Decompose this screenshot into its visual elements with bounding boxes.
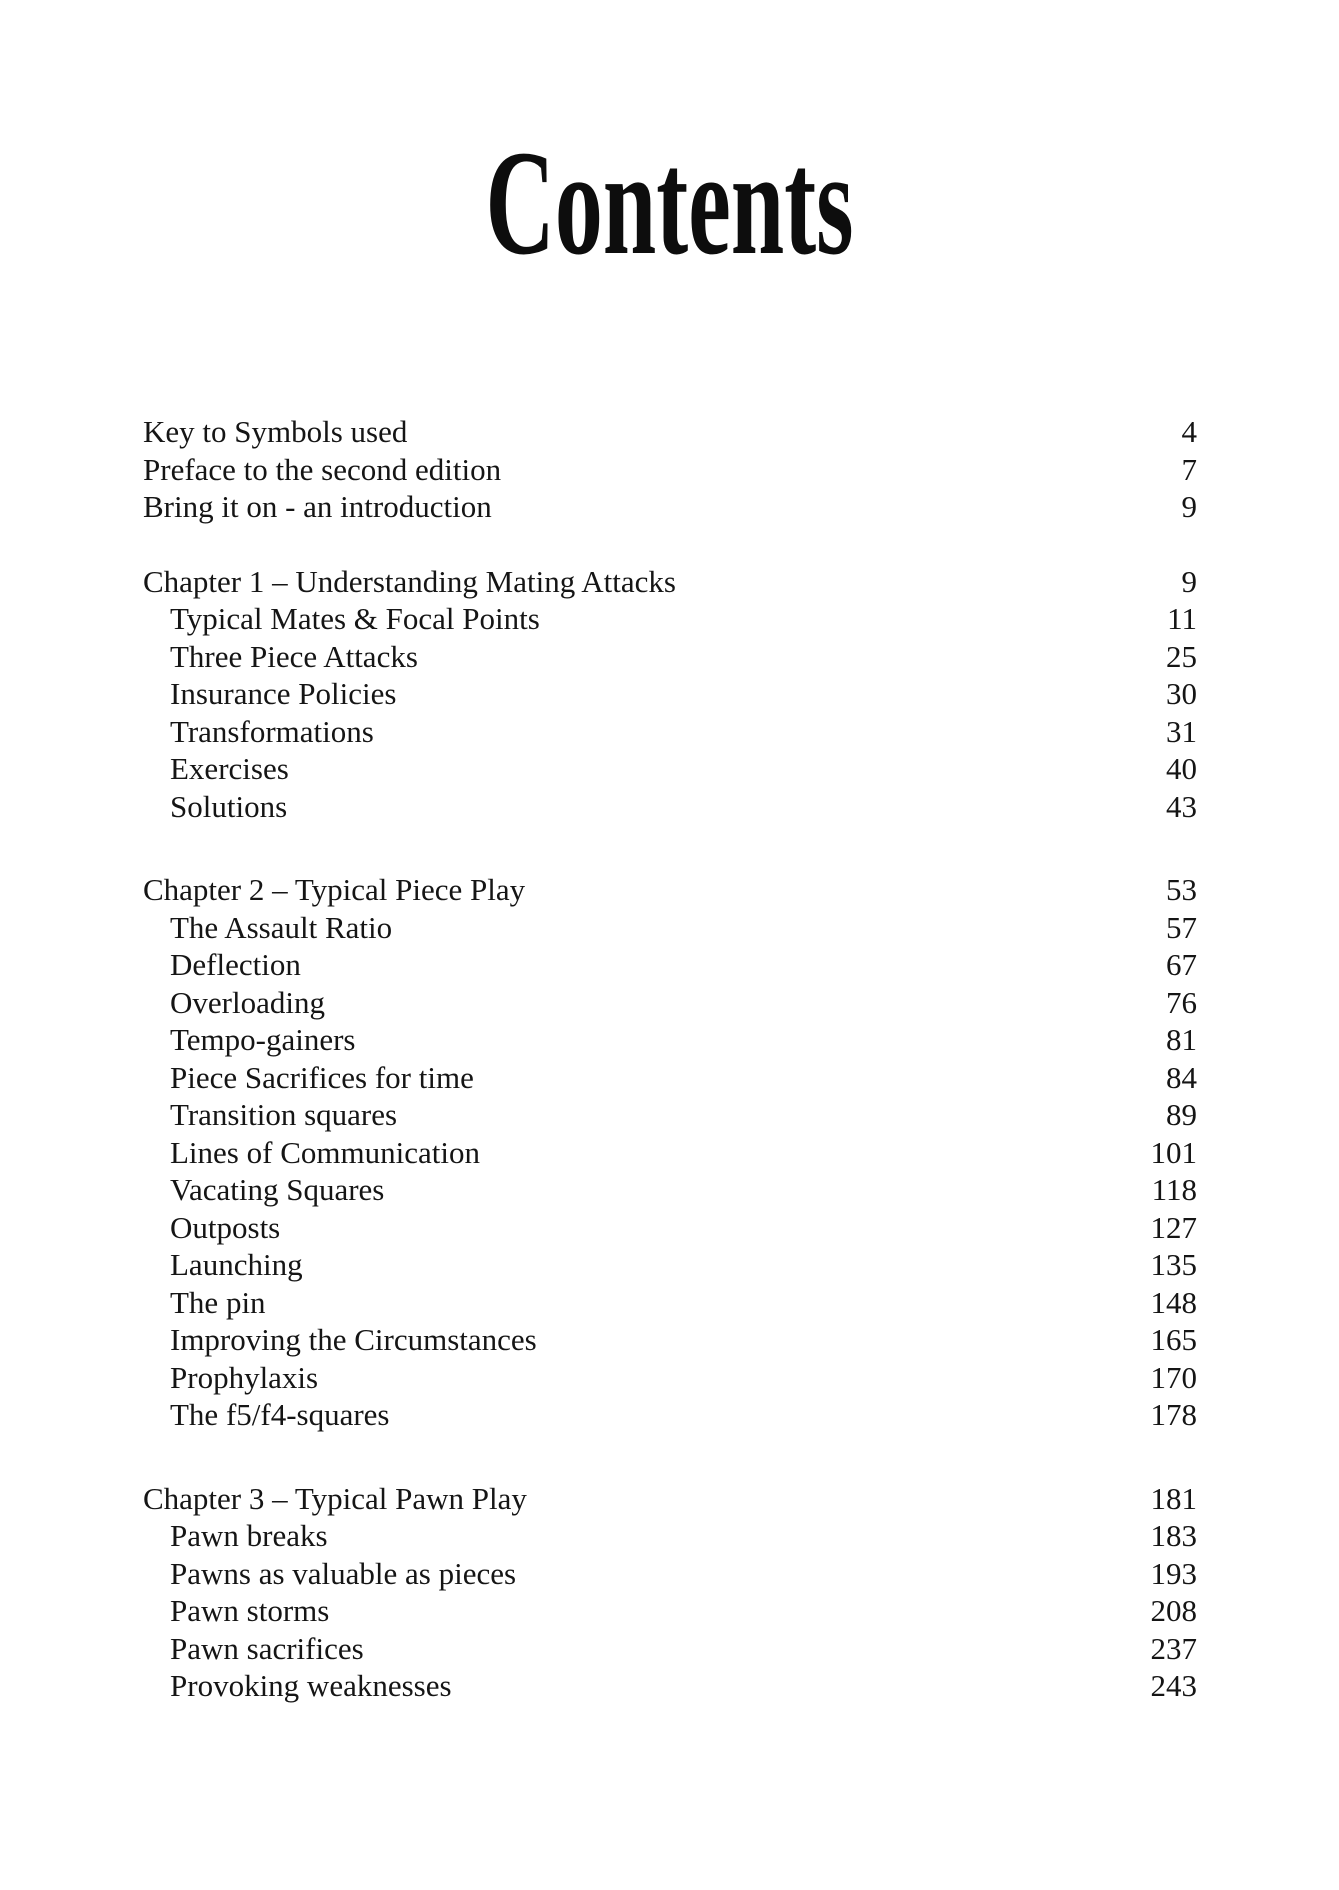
toc-entry-page: 118 (1151, 1172, 1197, 1207)
toc-entry-label: Chapter 2 – Typical Piece Play (143, 872, 526, 907)
toc-section-row (143, 1630, 1197, 1668)
toc-entry-page: 7 (1181, 451, 1197, 487)
toc-entry-label: Pawn breaks (170, 1518, 328, 1553)
toc-entry-page: 183 (1150, 1518, 1197, 1553)
toc-section-row (143, 984, 1197, 1022)
toc-entry-row (143, 413, 1197, 451)
toc-entry-label: Outposts (170, 1209, 281, 1245)
toc-entry-page: 193 (1150, 1555, 1197, 1591)
toc-entry-label: Pawn sacrifices (170, 1630, 364, 1666)
toc-entry-page: 135 (1150, 1247, 1197, 1282)
toc-entry-page: 208 (1150, 1593, 1197, 1628)
toc-entry-label: Pawn storms (170, 1593, 330, 1628)
toc-entry-label: The f5/f4-squares (170, 1397, 390, 1432)
front-matter-group (143, 413, 1197, 526)
toc-entry-page: 181 (1150, 1480, 1197, 1516)
toc-section-row (143, 1171, 1197, 1209)
toc-entry-page: 89 (1166, 1097, 1197, 1132)
page-title-text: Contents (485, 120, 854, 286)
toc-entry-label: Lines of Communication (170, 1134, 480, 1170)
toc-entry-page: 237 (1150, 1630, 1197, 1666)
toc-entry-page: 84 (1166, 1059, 1197, 1095)
toc-chapter-row (143, 563, 1197, 601)
toc-entry-label: Solutions (170, 788, 288, 824)
toc-entry-label: Improving the Circumstances (170, 1322, 537, 1357)
toc-entry-label: Pawns as valuable as pieces (170, 1555, 517, 1591)
toc-entry-label: Prophylaxis (170, 1359, 319, 1395)
toc-entry-label: Vacating Squares (170, 1172, 385, 1207)
toc-entry-label: Transition squares (170, 1097, 398, 1132)
toc-entry-row (143, 488, 1197, 526)
toc-entry-page: 165 (1150, 1322, 1197, 1357)
chapter-group (143, 1480, 1197, 1705)
toc-list (143, 413, 1197, 1705)
toc-section-row (143, 1284, 1197, 1322)
toc-section-row (143, 600, 1197, 638)
toc-entry-label: Three Piece Attacks (170, 638, 418, 674)
toc-entry-page: 57 (1166, 909, 1197, 945)
toc-entry-page: 148 (1150, 1284, 1197, 1320)
toc-section-row (143, 1134, 1197, 1172)
toc-entry-page: 243 (1150, 1668, 1197, 1703)
toc-entry-page: 25 (1166, 638, 1197, 674)
toc-section-row (143, 788, 1197, 826)
toc-entry-page: 127 (1150, 1209, 1197, 1245)
toc-section-row (143, 1096, 1197, 1134)
toc-section-row (143, 1555, 1197, 1593)
toc-entry-page: 67 (1166, 947, 1197, 982)
page-title (0, 120, 1339, 286)
toc-chapter-row (143, 1480, 1197, 1518)
toc-entry-label: Tempo-gainers (170, 1022, 356, 1057)
toc-entry-page: 81 (1166, 1022, 1197, 1057)
chapter-group (143, 563, 1197, 826)
toc-entry-label: Exercises (170, 751, 289, 786)
toc-entry-label: Piece Sacrifices for time (170, 1059, 474, 1095)
toc-section-row (143, 1359, 1197, 1397)
toc-entry-label: Bring it on - an introduction (143, 489, 492, 524)
toc-section-row (143, 750, 1197, 788)
toc-entry-label: The pin (170, 1284, 266, 1320)
toc-entry-page: 4 (1181, 414, 1197, 449)
chapter-group (143, 871, 1197, 1434)
toc-entry-page: 76 (1166, 984, 1197, 1020)
toc-entry-label: Key to Symbols used (143, 414, 408, 449)
toc-section-row (143, 1209, 1197, 1247)
toc-entry-page: 30 (1166, 676, 1197, 711)
toc-entry-page: 31 (1166, 713, 1197, 749)
toc-entry-page: 11 (1167, 601, 1197, 636)
toc-entry-label: Overloading (170, 984, 325, 1020)
toc-entry-label: Provoking weaknesses (170, 1668, 452, 1703)
toc-section-row (143, 1059, 1197, 1097)
toc-entry-label: Launching (170, 1247, 303, 1282)
toc-entry-label: Chapter 3 – Typical Pawn Play (143, 1480, 527, 1516)
toc-entry-label: Preface to the second edition (143, 451, 502, 487)
toc-chapter-row (143, 871, 1197, 909)
toc-entry-page: 9 (1181, 489, 1197, 524)
toc-entry-page: 9 (1181, 563, 1197, 599)
toc-entry-page: 170 (1150, 1359, 1197, 1395)
toc-entry-row (143, 451, 1197, 489)
toc-entry-page: 40 (1166, 751, 1197, 786)
toc-section-row (143, 1667, 1197, 1705)
toc-section-row (143, 675, 1197, 713)
toc-entry-label: Insurance Policies (170, 676, 397, 711)
toc-entry-label: Transformations (170, 713, 374, 749)
toc-section-row (143, 1246, 1197, 1284)
toc-section-row (143, 909, 1197, 947)
toc-section-row (143, 713, 1197, 751)
toc-entry-page: 43 (1166, 788, 1197, 824)
toc-entry-page: 53 (1166, 872, 1197, 907)
toc-section-row (143, 946, 1197, 984)
toc-entry-label: Deflection (170, 947, 301, 982)
toc-entry-label: The Assault Ratio (170, 909, 393, 945)
toc-entry-page: 178 (1150, 1397, 1197, 1432)
toc-section-row (143, 1321, 1197, 1359)
toc-entry-label: Typical Mates & Focal Points (170, 601, 540, 636)
toc-section-row (143, 1592, 1197, 1630)
toc-section-row (143, 1396, 1197, 1434)
toc-entry-page: 101 (1150, 1134, 1197, 1170)
toc-section-row (143, 1021, 1197, 1059)
toc-section-row (143, 1517, 1197, 1555)
toc-section-row (143, 638, 1197, 676)
toc-entry-label: Chapter 1 – Understanding Mating Attacks (143, 563, 676, 599)
